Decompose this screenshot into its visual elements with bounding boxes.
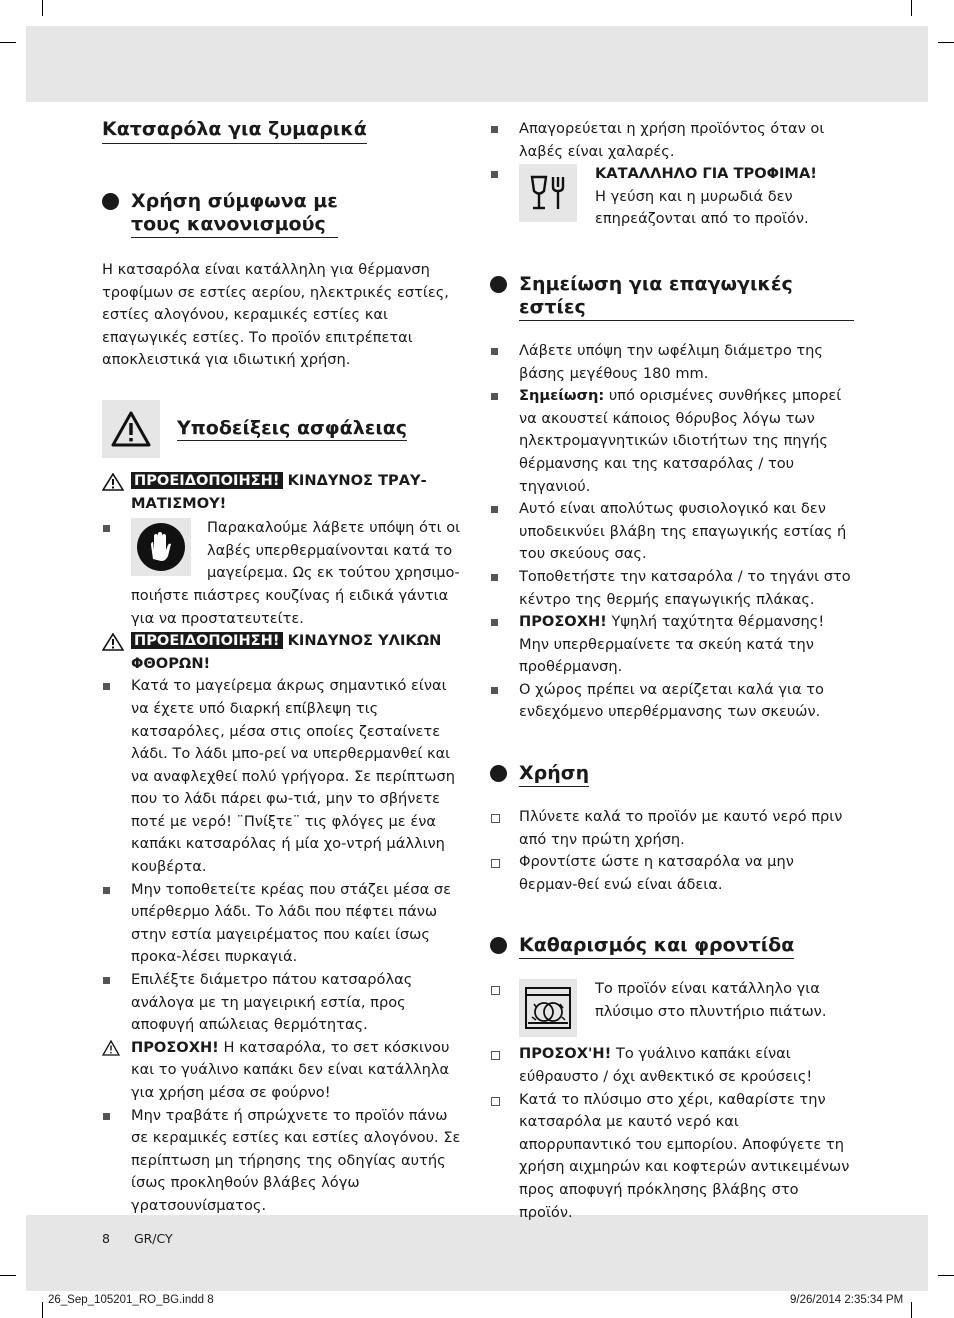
crop-mark (0, 1275, 16, 1276)
section-title: Σημείωση για επαγωγικές εστίες (519, 273, 854, 321)
list-item: ΠΡΟΣΟΧ'Η! Το γυάλινο καπάκι είναι εύθραυστο / όχι ανθεκτικό σε κρούσεις! (519, 1045, 813, 1086)
page-footer (102, 1231, 193, 1246)
crop-mark (42, 1302, 43, 1318)
section-title: Χρήση σύμφωνα με τους κανονισμούς (131, 190, 338, 238)
dishwasher-icon (519, 979, 577, 1037)
intended-use-text: Η κατσαρόλα είναι κατάλληλη για θέρμανση τροφίμων σε εστίες αερίου, ηλεκτρικές εστίες, εστίες αλογόνου, κεραμικές εστίες και επαγωγικές εστίες. Το προϊόν επιτρέπεται αποκλειστικά για ιδιωτική χρήση. (102, 261, 449, 369)
crop-mark (42, 0, 43, 16)
list-item: Αυτό είναι απολύτως φυσιολογικό και δεν υποδεικνύει βλάβη της επαγωγικής εστίας ή του σκεύους σας. (519, 500, 847, 563)
dishwasher-item: Το προϊόν είναι κατάλληλο για πλύσιμο στο πλυντήριο πιάτων. (490, 978, 854, 1037)
crop-mark (938, 42, 954, 43)
safety-title: Υποδείξεις ασφάλειας (177, 416, 408, 439)
warning-icon (102, 633, 124, 651)
page-number: 8 (102, 1231, 110, 1246)
list-item: Πλύνετε καλά το προϊόν με καυτό νερό πριν από την πρώτη χρήση. (519, 808, 843, 848)
header-band (26, 26, 928, 102)
list-item: Κατά το μαγείρεμα άκρως σημαντικό είναι να έχετε υπό διαρκή επίβλεψη τις κατσαρόλες, μέσα στις οποίες ζεσταίνετε λάδι. Το λάδι μπο-ρεί να υπερθερμανθεί και να αναφλεχθεί πολύ γρήγορα. Σε περίπτωση που το λάδι πάρει φω-τιά, μην το σβήνετε ποτέ με νερό! ¨Πνίξτε¨ τις φλόγες με ένα καπάκι κατσαρόλας ή μία χο-ντρή μάλλινη κουβέρτα. (131, 677, 456, 876)
crop-mark (911, 1302, 912, 1318)
crop-mark (911, 0, 912, 16)
list-item: ΠΡΟΣΟΧΗ! Υψηλή ταχύτητα θέρμανσης! Μην υπερθερμαίνετε τα σκεύη κατά την προθέρμανση. (519, 613, 825, 676)
section-title: Καθαρισμός και φροντίδα (519, 934, 794, 959)
left-column (102, 118, 466, 1218)
page-title: Κατσαρόλα για ζυμαρικά (102, 118, 367, 144)
section-title: Χρήση (519, 762, 589, 787)
bullet-dot-icon (490, 765, 507, 782)
list-item: Κατά το πλύσιμο στο χέρι, καθαρίστε την κατσαρόλα με καυτό νερό και απορρυπαντικό του εμπορίου. Αποφύγετε τη χρήση αιχμηρών και κοφτερών αντικειμένων προς αποφυγή πρόκλησης βλάβης στο προϊόν. (519, 1090, 850, 1221)
section-intended-use (102, 190, 466, 238)
language-code: GR/CY (133, 1231, 173, 1246)
list-item: Ο χώρος πρέπει να αερίζεται καλά για το ενδεχόμενο υπερθέρμανσης των σκευών. (519, 680, 824, 721)
fork-glass-icon (519, 164, 577, 222)
crop-mark (0, 42, 16, 43)
list-item: Τοποθετήστε την κατσαρόλα / το τηγάνι στο κέντρο της θερμής επαγωγικής πλάκας. (519, 567, 851, 608)
list-item: Μην τραβάτε ή σπρώχνετε το προϊόν πάνω σε κεραμικές εστίες και εστίες αλογόνου. Σε περίπτωση μη τήρησης της οδηγίας αυτής ίσως προκληθούν βλάβες λόγω γρατσουνίσματος. (131, 1106, 461, 1214)
warning-icon (102, 1040, 120, 1056)
section-use (490, 762, 854, 787)
file-slug: 26_Sep_105201_RO_BG.indd 8 (48, 1294, 214, 1306)
glove-icon (131, 518, 191, 576)
food-safe-item: ΚΑΤΑΛΛΗΛΟ ΓΙΑ ΤΡΟΦΙΜΑ! Η γεύση και η μυρωδιά δεν επηρεάζονται από το προϊόν. (490, 163, 854, 231)
warning-damage: ΠΡΟΕΙΔΟΠΟΙΗΣΗ! ΚΙΝΔΥΝΟΣ ΥΛΙΚΩΝ ΦΘΟΡΩΝ! (102, 630, 466, 675)
list-item: Παρακαλούμε λάβετε υπόψη ότι οι λαβές υπερθερμαίνονται κατά το μαγείρεμα. Ως εκ τούτου χρησιμο- ποιήστε πιάστρες κουζίνας ή ειδικά γάντια για να προστατευτείτε. (131, 519, 461, 627)
list-item: Φροντίστε ώστε η κατσαρόλα να μην θερμαν-θεί ενώ είναι άδεια. (519, 853, 794, 893)
list-item: Λάβετε υπόψη την ωφέλιμη διάμετρο της βάσης μεγέθους 180 mm. (519, 341, 823, 382)
list-item: Σημείωση: υπό ορισμένες συνθήκες μπορεί να ακουστεί κάποιος θόρυβος λόγω των ηλεκτρομαγνητικών ιδιοτήτων της πηγής θέρμανσης και της κατσαρόλας / του τηγανιού. (519, 387, 842, 495)
crop-mark (938, 1275, 954, 1276)
section-induction (490, 273, 854, 321)
bullet-dot-icon (490, 937, 507, 954)
list-item: Επιλέξτε διάμετρο πάτου κατσαρόλας ανάλογα με τη μαγειρική εστία, προς αποφυγή απώλειας θερμότητας. (131, 971, 413, 1034)
bullet-dot-icon (490, 276, 507, 293)
section-care (490, 934, 854, 959)
safety-heading (102, 400, 466, 458)
right-column (490, 118, 854, 1224)
list-item: Μην τοποθετείτε κρέας που στάζει μέσα σε υπέρθερμο λάδι. Το λάδι που πέφτει πάνω στην εστία μαγειρέματος που καίει ίσως προκα-λέσει πυρκαγιά. (131, 880, 452, 966)
warning-injury: ΠΡΟΕΙΔΟΠΟΙΗΣΗ! ΚΙΝΔΥΝΟΣ ΤΡΑΥ-ΜΑΤΙΣΜΟΥ! (102, 470, 466, 515)
footer-band (26, 1215, 928, 1291)
bullet-dot-icon (102, 193, 119, 210)
caution-item: ΠΡΟΣΟΧΗ! Η κατσαρόλα, το σετ κόσκινου και το γυάλινο καπάκι δεν είναι κατάλληλα για χρήση μέσα σε φούρνο! (102, 1037, 466, 1105)
list-item: Απαγορεύεται η χρήση προϊόντος όταν οι λαβές είναι χαλαρές. (519, 120, 825, 160)
warning-icon (102, 473, 124, 491)
warning-icon (102, 400, 160, 458)
date-slug: 9/26/2014 2:35:34 PM (790, 1294, 904, 1306)
